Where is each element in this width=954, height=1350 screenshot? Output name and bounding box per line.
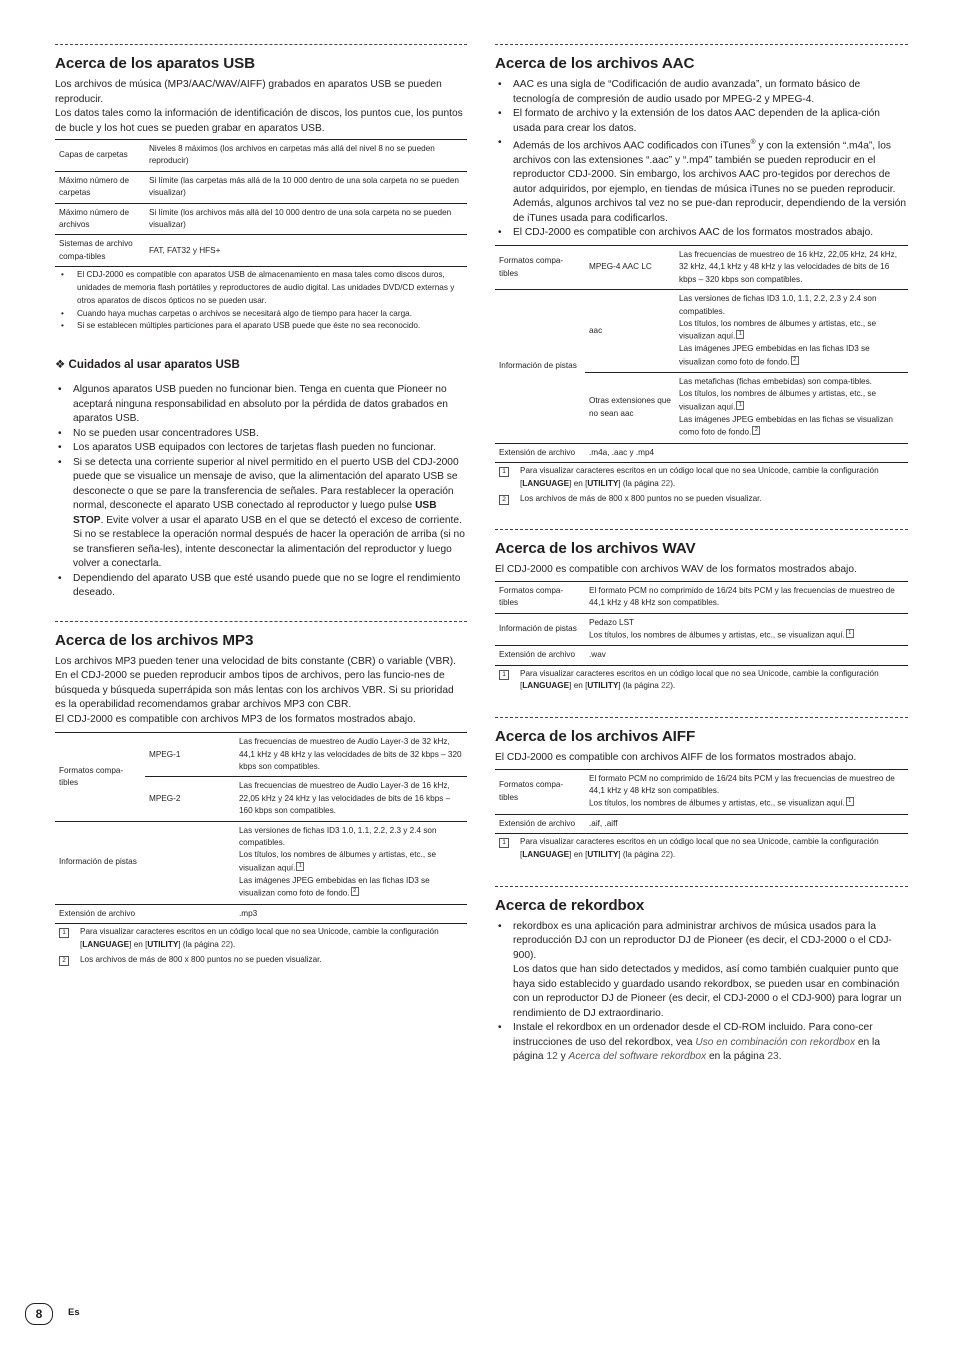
table-label: Extensión de archivo <box>495 443 585 462</box>
usb-intro-1: Los archivos de música (MP3/AAC/WAV/AIFF) grabados en aparatos USB se pueden reproducir. <box>55 79 442 105</box>
language-key: LANGUAGE <box>522 849 570 859</box>
footnote-number: 1 <box>499 838 509 848</box>
table-value: Las frecuencias de muestreo de Audio Layer-3 de 16 kHz, 22,05 kHz y 24 kHz y las velocidades de bits de 16 kbps – 160 kbps son compatibles. <box>235 777 467 821</box>
text-segment: en la página <box>513 1036 880 1063</box>
table-value <box>585 613 908 646</box>
table-label: Sistemas de archivo compa-tibles <box>55 235 145 267</box>
table-label: Formatos compa-tibles <box>495 245 585 289</box>
footnote-number: 1 <box>499 467 509 477</box>
footnote-text <box>520 668 908 694</box>
footnote-text <box>520 836 908 862</box>
text-segment: ). <box>670 681 676 691</box>
table-label: aac <box>585 290 675 373</box>
registered-mark: ® <box>750 139 756 146</box>
text-segment: Las imágenes JPEG embebidas en las fichas ID3 se visualizan como foto de fondo. <box>239 876 430 899</box>
text-segment: Para visualizar caracteres escritos en un código local que no sea Unicode, cambie la configuración [ <box>520 837 879 859</box>
table-row <box>495 581 908 613</box>
table-label: Información de pistas <box>55 821 235 904</box>
table-label: Máximo número de carpetas <box>55 171 145 203</box>
table-value: .aif, .aiff <box>585 814 908 833</box>
utility-key: UTILITY <box>587 681 619 691</box>
left-column <box>55 44 467 966</box>
text-segment: y con la extensión “.m4a”, los archivos con las extensiones “.aac” y “.mp4” también se pueden reproducir en el reproductor CDJ-2000. Sin embargo, los archivos AAC pro-tegidos por derechos de autor adquiridos, por ejemplo, en tiendas de música iTunes no se pueden reproducir. Además, algunos archivos tal vez no se pue-dan reproducir, dependiendo de la versión de iTunes usada para codificarlos. <box>513 140 907 224</box>
cell-line <box>239 875 463 901</box>
usb-stop-key: USB STOP <box>73 500 437 526</box>
footnote <box>495 465 908 491</box>
cell-line <box>679 318 904 344</box>
text-segment: ] (la página <box>618 478 662 488</box>
cell-line <box>679 388 904 414</box>
aac-list <box>495 78 908 241</box>
footnote-text: Los archivos de más de 800 x 800 puntos no se pueden visualizar. <box>80 954 322 964</box>
text-segment: Las imágenes JPEG embebidas en las fichas se visualizan como foto de fondo. <box>679 414 893 438</box>
usb-section-title: Acerca de los aparatos USB <box>55 55 255 72</box>
language-label: Es <box>68 1307 80 1318</box>
page-link[interactable]: 22 <box>661 478 671 488</box>
footnote-ref: 2 <box>791 356 799 365</box>
section-divider <box>495 886 908 887</box>
table-row <box>55 733 467 777</box>
cell-line: Las versiones de fichas ID3 1.0, 1.1, 2.2, 2.3 y 2.4 son compatibles. <box>679 294 877 316</box>
page-link[interactable]: 12 <box>546 1051 558 1063</box>
list-item <box>495 136 908 226</box>
text-segment: . <box>778 1051 782 1063</box>
mp3-format-table <box>55 732 467 924</box>
usb-intro-2: Los datos tales como la información de identificación de discos, los puntos cue, los puntos de bucle y los hot cues se pueden grabar en aparatos USB. <box>55 108 463 134</box>
cell-line: Las metafichas (fichas embebidas) son compa-tibles. <box>679 377 872 387</box>
table-value <box>235 821 467 904</box>
section-divider <box>55 621 467 622</box>
table-row <box>495 443 908 462</box>
table-value: Las frecuencias de muestreo de Audio Layer-3 de 32 kHz, 44,1 kHz y 48 kHz y las velocidades de bits de 32 kbps – 320 kbps son compatibles. <box>235 733 467 777</box>
table-row <box>55 140 467 172</box>
text-segment: en la página <box>706 1051 768 1063</box>
footnote-ref: 1 <box>736 401 744 410</box>
text-segment: Para visualizar caracteres escritos en un código local que no sea Unicode, cambie la configuración [ <box>80 926 439 949</box>
cell-line <box>589 629 904 642</box>
text-segment: ). <box>230 939 236 949</box>
utility-key: UTILITY <box>147 939 179 949</box>
text-segment: . Evite volver a usar el aparato USB en el que se detectó el exceso de corriente. Si no se restablece la operación normal después de hacer la operación de arriba (si no se transfieren seña-les), intente desconectar la alimentación del reproductor y luego volver a conectarla. <box>73 514 465 570</box>
language-key: LANGUAGE <box>82 939 130 949</box>
utility-key: UTILITY <box>587 849 619 859</box>
footnote <box>495 836 908 862</box>
wav-format-table <box>495 581 908 666</box>
list-item: • AAC es una sigla de “Codificación de audio avanzada”, un formato básico de tecnología de compresión de audio usado por MPEG-2 y MPEG-4. <box>495 78 908 107</box>
text-segment: Las imágenes JPEG embebidas en las fichas ID3 se visualizan como foto de fondo. <box>679 344 870 367</box>
text-segment: Además de los archivos AAC codificados con iTunes <box>513 140 751 152</box>
table-value: Niveles 8 máximos (los archivos en carpetas más allá del nivel 8 no se pueden reproducir) <box>145 140 467 172</box>
footnote-number: 2 <box>499 495 509 505</box>
table-label: Extensión de archivo <box>55 904 235 923</box>
table-label: Extensión de archivo <box>495 814 585 833</box>
usb-notes <box>55 269 467 333</box>
cell-line <box>589 797 904 810</box>
footnote-ref: 1 <box>296 862 304 871</box>
table-row <box>55 821 467 904</box>
table-value <box>675 290 908 373</box>
table-label: MPEG-2 <box>145 777 235 821</box>
text-segment: Instale el rekordbox en un ordenador desde el CD-ROM incluido. Para cono-cer instrucciones de uso del rekordbox, vea <box>513 1022 873 1048</box>
footnote-number: 2 <box>59 956 69 966</box>
language-key: LANGUAGE <box>522 478 570 488</box>
text-segment: Para visualizar caracteres escritos en un código local que no sea Unicode, cambie la configuración [ <box>520 668 879 691</box>
utility-key: UTILITY <box>587 478 619 488</box>
language-key: LANGUAGE <box>522 681 570 691</box>
page-link[interactable]: 23 <box>767 1051 779 1063</box>
section-divider <box>495 44 908 45</box>
text-segment: Los títulos, los nombres de álbumes y artistas, etc., se visualizan aquí. <box>589 630 845 640</box>
footnote-text <box>80 926 467 952</box>
wav-intro: El CDJ-2000 es compatible con archivos WAV de los formatos mostrados abajo. <box>495 564 857 576</box>
right-column <box>495 44 908 1065</box>
footnote <box>495 668 908 694</box>
list-item: • El CDJ-2000 es compatible con archivos AAC de los formatos mostrados abajo. <box>495 226 908 241</box>
cell-line: Pedazo LST <box>589 617 635 627</box>
section-divider <box>495 529 908 530</box>
section-divider <box>495 717 908 718</box>
aiff-intro: El CDJ-2000 es compatible con archivos AIFF de los formatos mostrados abajo. <box>495 752 857 764</box>
text-segment: Los títulos, los nombres de álbumes y artistas, etc., se visualizan aquí. <box>589 799 845 809</box>
table-value: .wav <box>585 646 908 665</box>
text-segment: Los títulos, los nombres de álbumes y artistas, etc., se visualizan aquí. <box>239 850 437 873</box>
aac-format-table <box>495 245 908 463</box>
text-segment: Para visualizar caracteres escritos en un código local que no sea Unicode, cambie la configuración [ <box>520 465 879 488</box>
table-value: .m4a, .aac y .mp4 <box>585 443 908 462</box>
text-segment: Los datos que han sido detectados y medidos, así como también cualquier punto que haya sido establecido y guardado usando rekordbox, se pueden usar en combinación con un reproductor DJ de Pioneer (es decir, el CDJ-2000 o el CDJ-900) para lograr un rendimiento de DJ extraordinario. <box>513 964 902 1019</box>
list-item <box>55 456 467 572</box>
table-row <box>495 646 908 665</box>
table-row <box>55 904 467 923</box>
footnote-number: 1 <box>499 670 509 680</box>
list-item: • No se pueden usar concentradores USB. <box>55 427 467 442</box>
page-number: 8 <box>25 1303 53 1325</box>
table-value: FAT, FAT32 y HFS+ <box>145 235 467 267</box>
page-link[interactable]: 22 <box>661 681 671 691</box>
rekordbox-section-title: Acerca de rekordbox <box>495 896 645 914</box>
page-link[interactable]: 22 <box>221 939 231 949</box>
mp3-intro-1: Los archivos MP3 pueden tener una velocidad de bits constante (CBR) o variable (VBR). En el CDJ-2000 se pueden reproducir ambos tipos de archivos, pero las funcio-nes de búsqueda y búsqueda superrápida son más lentas con los archivos VBR. Si su prioridad es la operabilidad recomendamos grabar archivos MP3 con CBR. <box>55 655 456 711</box>
diamond-icon: ❖ <box>55 359 66 372</box>
table-label: MPEG-4 AAC LC <box>585 245 675 289</box>
list-item: • Si se establecen múltiples particiones para el aparato USB puede que éste no sea reconocido. <box>55 320 467 333</box>
cell-line: Las versiones de fichas ID3 1.0, 1.1, 2.2, 2.3 y 2.4 son compatibles. <box>239 825 437 848</box>
rekordbox-software-link[interactable]: Acerca del software rekordbox <box>568 1051 707 1063</box>
footnote-ref: 1 <box>846 797 854 806</box>
footnote <box>55 954 467 967</box>
rekordbox-list <box>495 920 908 1065</box>
text-segment: ] (la página <box>178 939 222 949</box>
rekordbox-usage-link[interactable]: Uso en combinación con rekordbox <box>695 1036 856 1048</box>
table-label: Formatos compa-tibles <box>495 769 585 814</box>
usb-care-list <box>55 383 467 601</box>
list-item <box>495 920 908 1022</box>
table-row <box>495 613 908 646</box>
usb-care-title: Cuidados al usar aparatos USB <box>68 359 240 372</box>
text-segment: ). <box>670 478 676 488</box>
aiff-format-table <box>495 769 908 834</box>
table-value <box>585 769 908 814</box>
table-row <box>495 245 908 289</box>
text-segment: ] en [ <box>129 939 148 949</box>
table-row <box>495 814 908 833</box>
footnote-ref: 1 <box>736 330 744 339</box>
mp3-intro-2: El CDJ-2000 es compatible con archivos MP3 de los formatos mostrados abajo. <box>55 713 416 725</box>
text-segment: ). <box>670 849 676 859</box>
footnote-text <box>520 465 908 491</box>
usb-spec-table <box>55 139 467 267</box>
footnote-ref: 2 <box>351 887 359 896</box>
text-segment: ] en [ <box>569 478 588 488</box>
footnote-ref: 2 <box>752 426 760 435</box>
list-item <box>495 1021 908 1065</box>
cell-line <box>239 849 463 875</box>
text-segment: Los títulos, los nombres de álbumes y artistas, etc., se visualizan aquí. <box>679 389 877 412</box>
footnote-number: 1 <box>59 928 69 938</box>
table-value <box>675 373 908 444</box>
table-row <box>55 235 467 267</box>
table-row <box>495 769 908 814</box>
aac-section-title: Acerca de los archivos AAC <box>495 55 695 72</box>
table-label: Capas de carpetas <box>55 140 145 172</box>
text-segment: Si se detecta una corriente superior al nivel permitido en el puerto USB del CDJ-2000 puede que se visualice un mensaje de aviso, que la alimentación del aparato USB se desconecte o que se pare la transferencia de señales. Para restablecer la operación normal, desconecte el aparato USB conectado al reproductor y luego pulse <box>73 456 459 512</box>
text-segment: y <box>557 1051 569 1063</box>
table-label: Información de pistas <box>495 613 585 646</box>
list-item: • Cuando haya muchas carpetas o archivos se necesitará algo de tiempo para hacer la carga. <box>55 308 467 321</box>
table-row <box>495 290 908 373</box>
aiff-section-title: Acerca de los archivos AIFF <box>495 728 696 746</box>
text-segment: ] (la página <box>618 681 662 691</box>
list-item: • Dependiendo del aparato USB que esté usando puede que no se logre el rendimiento deseado. <box>55 572 467 601</box>
table-row <box>55 203 467 235</box>
table-label: MPEG-1 <box>145 733 235 777</box>
table-row <box>55 171 467 203</box>
table-value: Si límite (los archivos más allá del 10 000 dentro de una sola carpeta no se pueden visualizar) <box>145 203 467 235</box>
table-label: Extensión de archivo <box>495 646 585 665</box>
text-segment: Los títulos, los nombres de álbumes y artistas, etc., se visualizan aquí. <box>679 318 877 342</box>
table-label: Otras extensiones que no sean aac <box>585 373 675 444</box>
table-label: Máximo número de archivos <box>55 203 145 235</box>
mp3-section-title: Acerca de los archivos MP3 <box>55 631 254 649</box>
text-segment: ] en [ <box>569 681 588 691</box>
table-label: Formatos compa-tibles <box>495 581 585 613</box>
footnote-ref: 1 <box>846 629 854 638</box>
wav-section-title: Acerca de los archivos WAV <box>495 540 696 558</box>
footnote <box>495 493 908 506</box>
cell-line <box>679 343 904 369</box>
section-divider <box>55 44 467 45</box>
list-item: • Los aparatos USB equipados con lectores de tarjetas flash pueden no funcionar. <box>55 441 467 456</box>
cell-line <box>679 414 904 440</box>
text-segment: ] en [ <box>569 849 588 859</box>
page-link[interactable]: 22 <box>661 849 671 859</box>
table-value: .mp3 <box>235 904 467 923</box>
footnote <box>55 926 467 952</box>
text-segment: • rekordbox es una aplicación para administrar archivos de música usados para la reproducción DJ con un reproductor DJ de Pioneer (es decir, el CDJ-2000 o el CDJ-900). <box>513 920 892 961</box>
table-label: Formatos compa-tibles <box>55 733 145 821</box>
table-value: Las frecuencias de muestreo de 16 kHz, 22,05 kHz, 24 kHz, 32 kHz, 44,1 kHz y 48 kHz y las velocidades de bits de 16 kbps – 320 kbps son compatibles. <box>675 245 908 289</box>
cell-line: El formato PCM no comprimido de 16/24 bits PCM y las frecuencias de muestreo de 44,1 kHz y 48 kHz son compatibles. <box>589 773 895 796</box>
usb-care-heading <box>55 357 467 371</box>
list-item: • Algunos aparatos USB pueden no funcionar bien. Tenga en cuenta que Pioneer no aceptará ninguna responsabilidad en absoluto por la pérdida de datos grabados en aparatos USB. <box>55 383 467 427</box>
list-item: • El CDJ-2000 es compatible con aparatos USB de almacenamiento en masa tales como discos duros, unidades de memoria flash portátiles y reproductores de audio digital. Las unidades DVD/CD externas y otros aparatos de discos ópticos no se pueden usar. <box>55 269 467 307</box>
text-segment: ] (la página <box>618 849 662 859</box>
table-label: Información de pistas <box>495 290 585 443</box>
footnote-text: Los archivos de más de 800 x 800 puntos no se pueden visualizar. <box>520 493 762 503</box>
table-value: Si límite (las carpetas más allá de la 10 000 dentro de una sola carpeta no se pueden visualizar) <box>145 171 467 203</box>
table-value: El formato PCM no comprimido de 16/24 bits PCM y las frecuencias de muestreo de 44,1 kHz y 48 kHz son compatibles. <box>585 581 908 613</box>
list-item: • El formato de archivo y la extensión de los datos AAC dependen de la aplica-ción usada para crear los datos. <box>495 107 908 136</box>
